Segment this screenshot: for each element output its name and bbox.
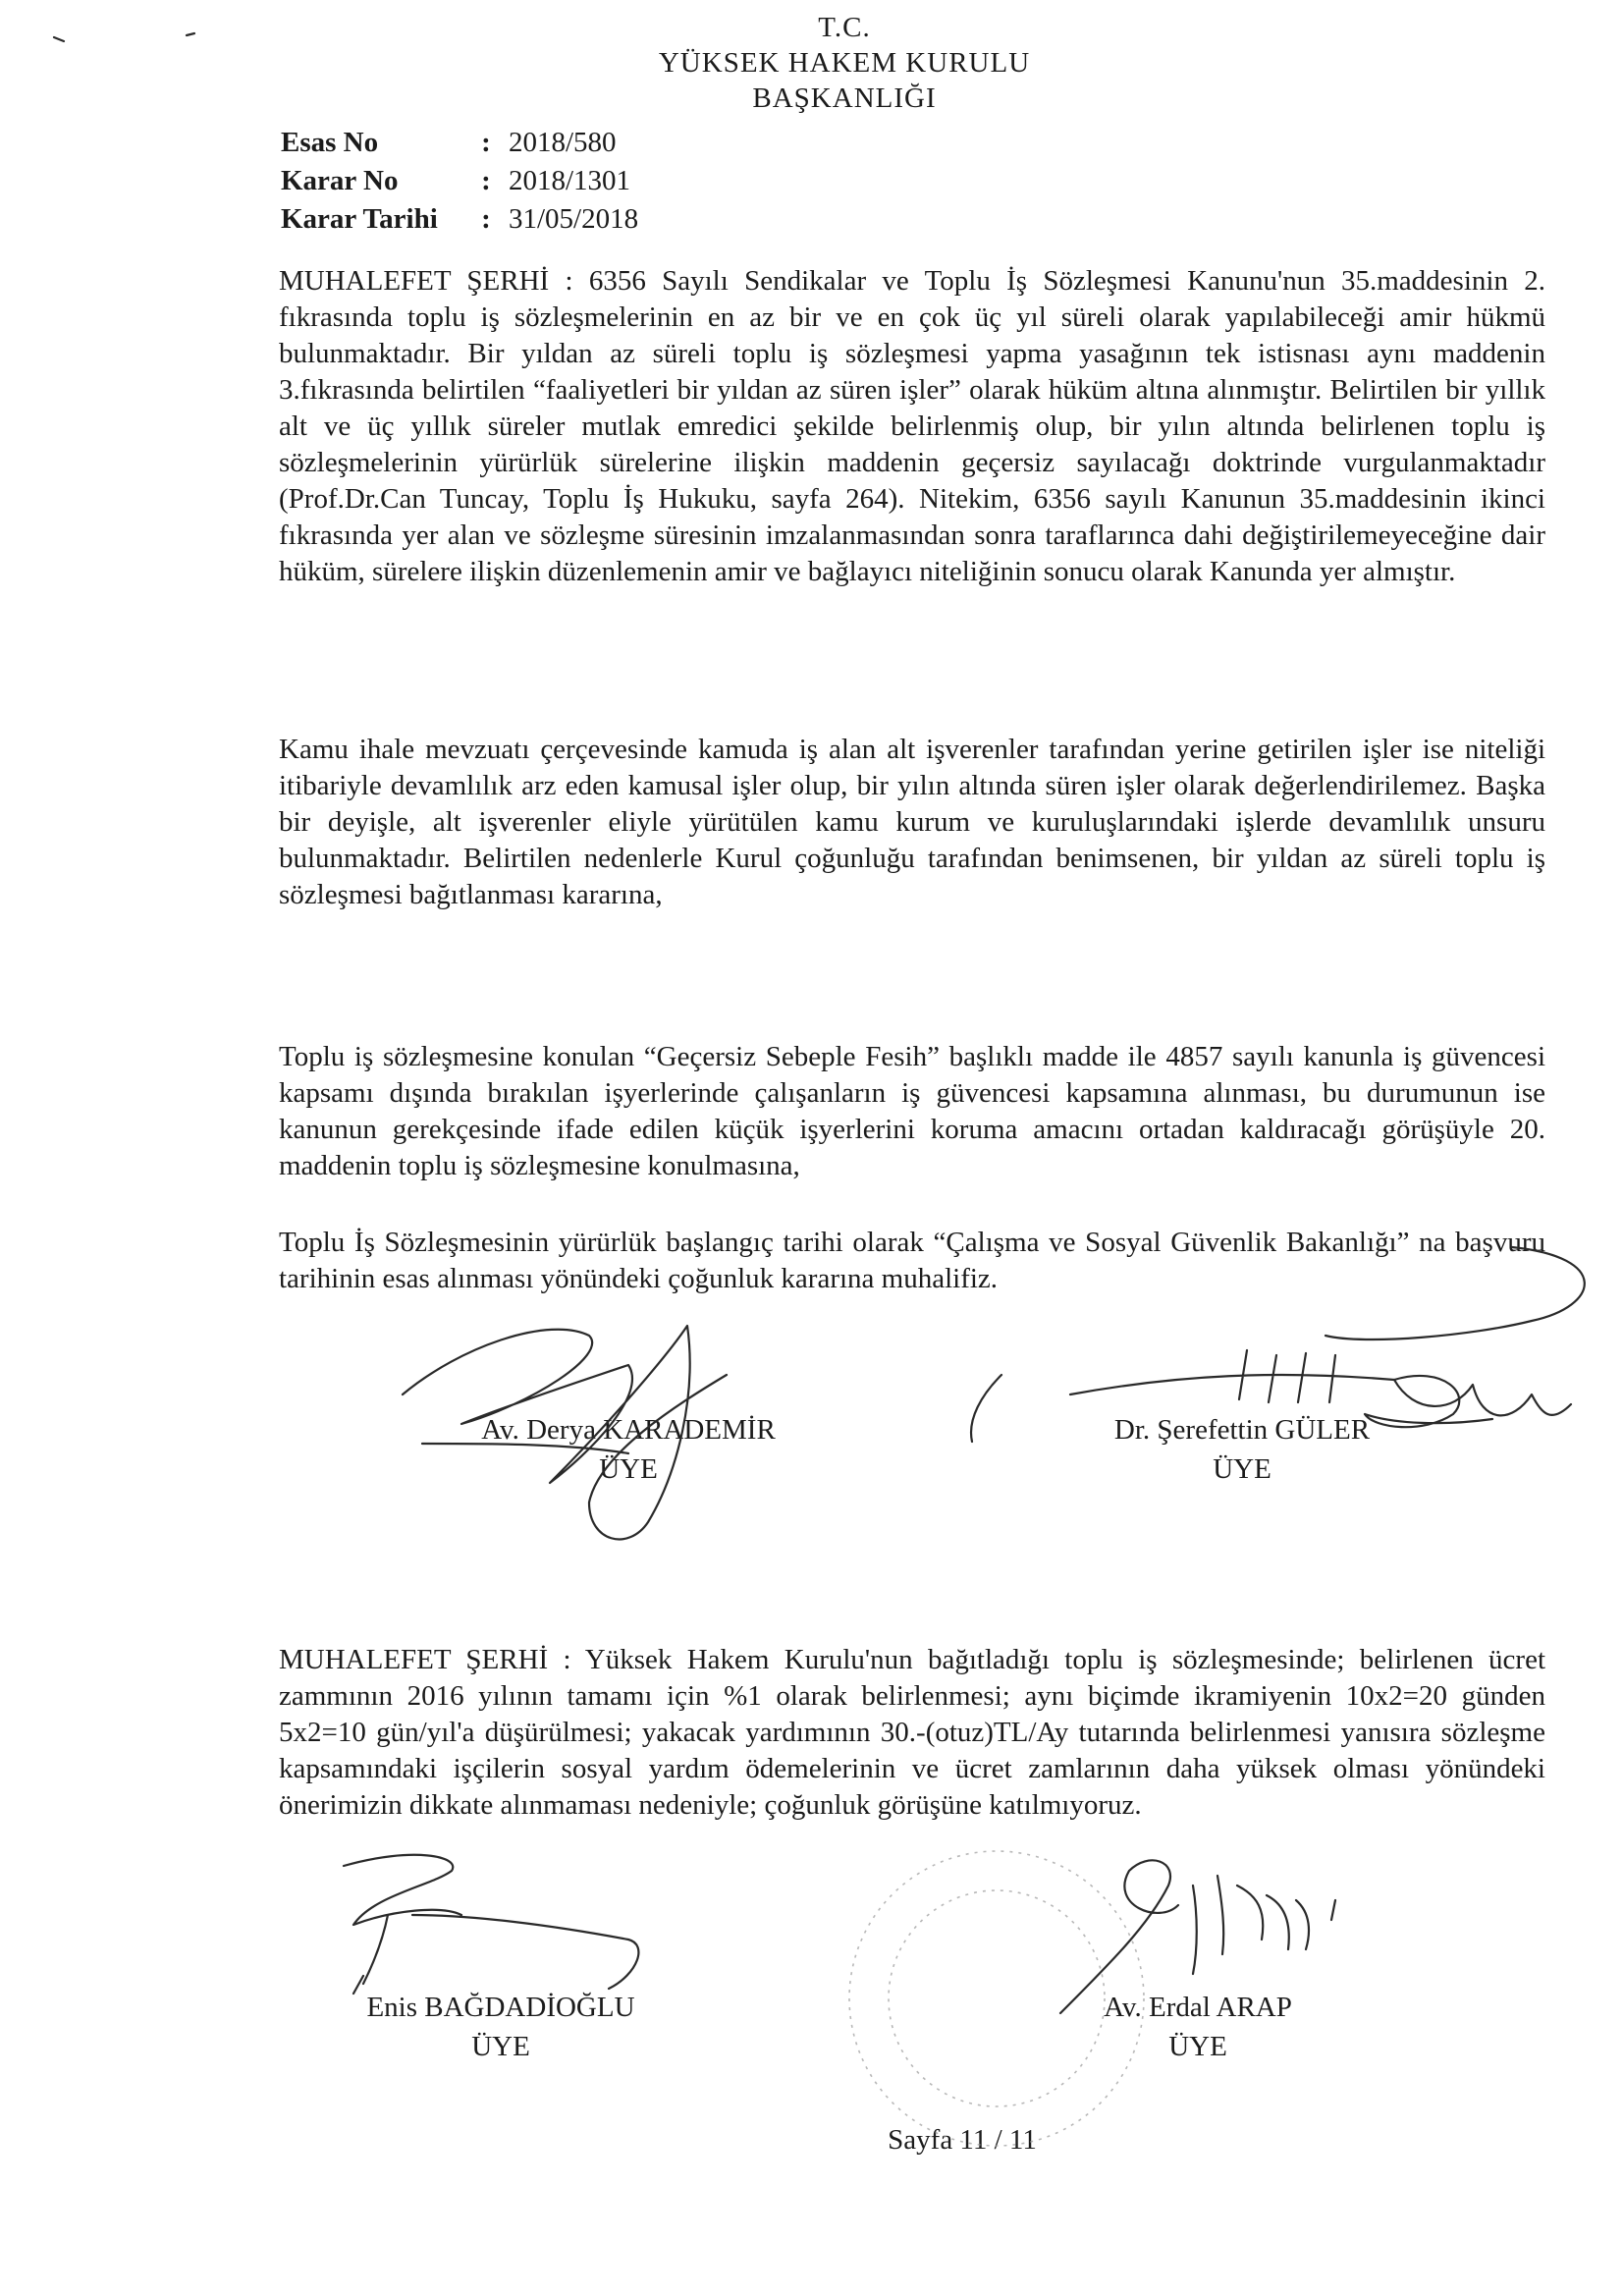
page-number: Sayfa 11 / 11 (888, 2124, 1037, 2156)
dissent-paragraph-5: MUHALEFET ŞERHİ : Yüksek Hakem Kurulu'nun bağıtladığı toplu iş sözleşmesinde; belirlenen ücret zammının 2016 yılının tamamı için %1 olarak belirlenmesi; aynı biçimde ikramiyenin 10x2=20 günden 5x2=10 gün/yıl'a düşürülmesi; yakacak yardımının 30.-(otuz)TL/Ay tutarında belirlenmesi yanısıra sözleşme kapsamındaki işçilerin sosyal yardım ödemelerinin ve ücret zamlarının daha yüksek olması yönündeki önerimizin dikkate alınmaması nedeniyle; çoğunluk görüşüne katılmıyoruz. (279, 1644, 1545, 1821)
dissent-paragraph-2: Kamu ihale mevzuatı çerçevesinde kamuda iş alan alt işverenler tarafından yerine getirilen işler ise niteliği itibariyle devamlılık arz eden kamusal işler olup, bir yılın altında süren işler olarak değerlendirilemez. Başka bir deyişle, alt işverenler eliyle yürütülen kamu kurum ve kuruluşlarındaki işlerde devamlılık unsuru bulunmaktadır. Belirtilen nedenlerle Kurul çoğunluğu tarafından benimsenen, bir yıldan az süreli toplu iş sözleşmesi bağıtlanması kararına, (279, 734, 1545, 910)
meta-label: Karar Tarihi (281, 203, 438, 235)
dissent-paragraph-1: MUHALEFET ŞERHİ : 6356 Sayılı Sendikalar ve Toplu İş Sözleşmesi Kanunu'nun 35.maddesinin 2. fıkrasında toplu iş sözleşmelerinin en az bir ve en çok üç yıl süreli olarak yapılabileceği amir hükmü bulunmaktadır. Bir yıldan az süreli toplu iş sözleşmesi yapma yasağının tek istisnası aynı maddenin 3.fıkrasında belirtilen “faaliyetleri bir yıldan az süren işler” olarak hüküm altına alınmıştır. Belirtilen bir yıllık alt ve üç yıllık süreler mutlak emredici şekilde belirlenmiş olup, bir yılın altında belirlenen toplu iş sözleşmelerinin yürürlük sürelerine ilişkin maddenin geçersiz sayılacağı doktrinde vurgulanmaktadır (Prof.Dr.Can Tuncay, Toplu İş Hukuku, sayfa 264). Nitekim, 6356 sayılı Kanunun 35.maddesinin ikinci fıkrasında yer alan ve sözleşme süresinin imzalanmasından sonra taraflarınca dahi değiştirilemeyeceğine dair hüküm, sürelere ilişkin düzenlemenin amir ve bağlayıcı niteliğinin sonucu olarak Kanunda yer almıştır. (279, 265, 1545, 587)
signatory-name: Dr. Şerefettin GÜLER (1113, 1414, 1371, 1446)
meta-value: 2018/1301 (509, 165, 631, 196)
signatory-role: ÜYE (1168, 2031, 1227, 2062)
stray-mark (54, 33, 194, 41)
meta-label: Karar No (281, 165, 399, 196)
signatory-role: ÜYE (471, 2031, 530, 2062)
meta-label: Esas No (281, 127, 379, 158)
official-seal (849, 1851, 1144, 2146)
meta-separator: : (481, 203, 491, 235)
header-line-presidency: BAŞKANLIĞI (752, 82, 937, 114)
header-line-tc: T.C. (818, 12, 871, 43)
signature-guler (971, 1350, 1571, 1442)
signatory-role: ÜYE (599, 1453, 658, 1485)
signatory-name: Av. Erdal ARAP (1104, 1992, 1292, 2023)
signature-karademir (403, 1326, 727, 1539)
dissent-paragraph-3: Toplu iş sözleşmesine konulan “Geçersiz Sebeple Fesih” başlıklı madde ile 4857 sayılı kanunla iş güvencesi kapsamı dışında bırakılan işyerlerinde çalışanların iş güvencesi kapsamına alınması, bu durumunun ise kanunun gerekçesinde ifade edilen küçük işyerlerini koruma amacını ortadan kaldıracağı görüşüyle 20. maddenin toplu iş sözleşmesine konulmasına, (279, 1041, 1545, 1181)
signatory-role: ÜYE (1213, 1453, 1271, 1485)
signature-arap (1060, 1860, 1335, 2013)
signature-loop (1325, 1247, 1585, 1339)
header-line-institution: YÜKSEK HAKEM KURULU (658, 47, 1031, 79)
meta-separator: : (481, 165, 491, 196)
meta-value: 2018/580 (509, 127, 617, 158)
signature-bagdadioglu (344, 1855, 638, 1994)
signatory-name: Enis BAĞDADİOĞLU (366, 1992, 635, 2023)
signatory-name: Av. Derya KARADEMİR (481, 1414, 776, 1446)
dissent-paragraph-4: Toplu İş Sözleşmesinin yürürlük başlangıç tarihi olarak “Çalışma ve Sosyal Güvenlik Bakanlığı” na başvuru tarihinin esas alınması yönündeki çoğunluk kararına muhalifiz. (279, 1227, 1545, 1294)
meta-separator: : (481, 127, 491, 158)
meta-value: 31/05/2018 (509, 203, 639, 235)
